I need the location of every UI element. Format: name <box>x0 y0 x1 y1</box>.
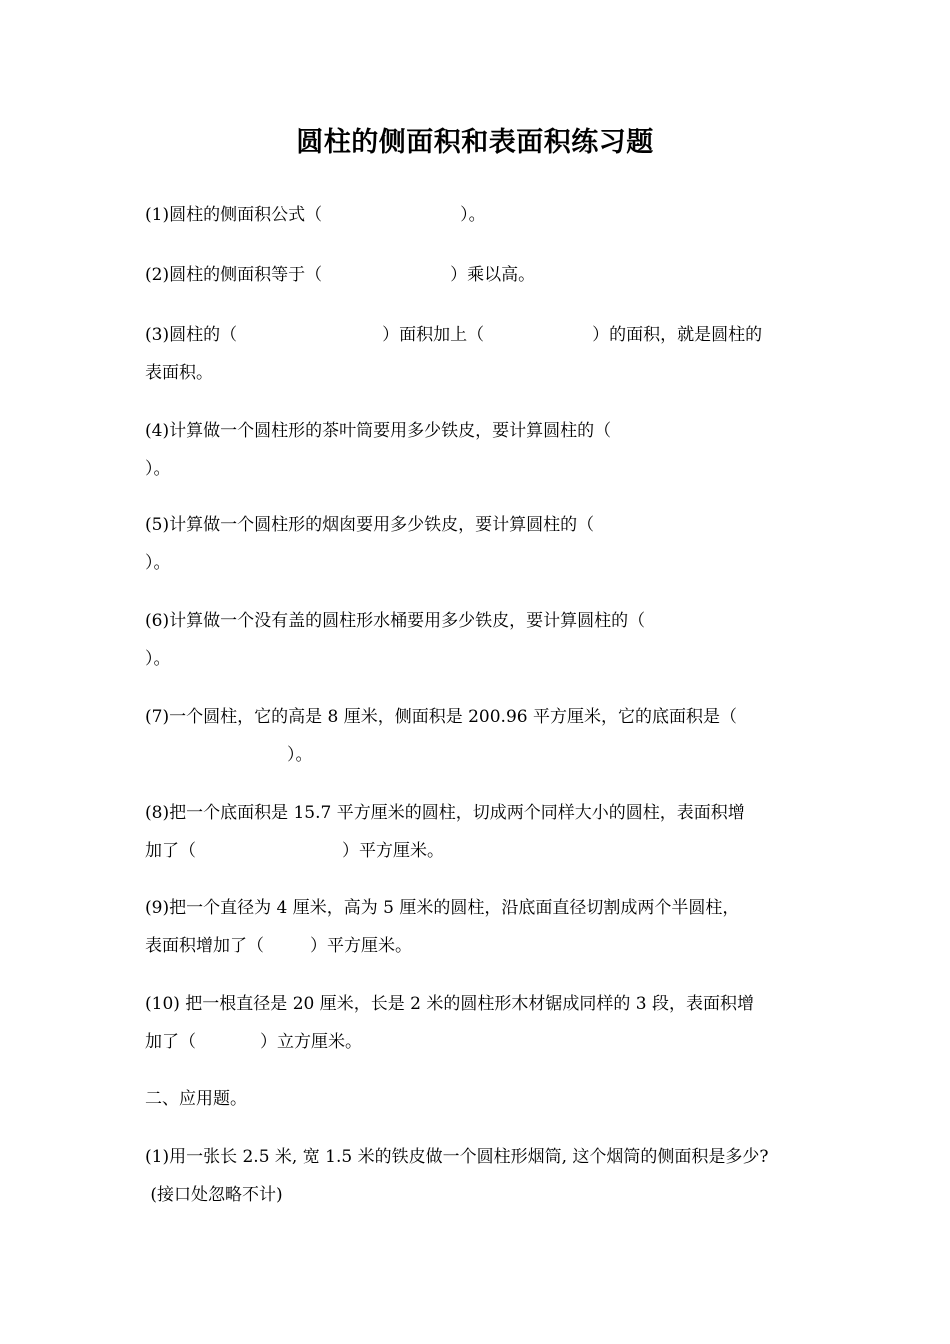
question-line <box>145 889 825 927</box>
question-line <box>145 985 825 1023</box>
question-1 <box>145 196 825 234</box>
question-text: ）面积加上（ <box>382 325 485 345</box>
application-question-1 <box>145 1138 835 1214</box>
question-text: ）立方厘米。 <box>260 1032 362 1052</box>
question-text: (1)圆柱的侧面积公式（ <box>145 205 323 225</box>
question-line <box>145 412 825 450</box>
question-text: 加了（ <box>145 841 196 861</box>
question-9 <box>145 889 825 965</box>
question-text: (5)计算做一个圆柱形的烟囱要用多少铁皮，要计算圆柱的（ <box>145 515 595 535</box>
question-line <box>145 698 825 736</box>
question-line <box>145 316 825 354</box>
question-text: ）的面积，就是圆柱的 <box>592 325 763 345</box>
question-text: ）。 <box>145 459 171 479</box>
question-text: ）。 <box>145 649 171 669</box>
question-line <box>145 640 825 678</box>
question-text: (2)圆柱的侧面积等于（ <box>145 265 323 285</box>
question-text: ）。 <box>287 745 313 765</box>
question-text: (1)用一张长 2.5 米, 宽 1.5 米的铁皮做一个圆柱形烟筒, 这个烟筒的侧面积是多少? <box>145 1147 769 1167</box>
question-line <box>145 354 825 392</box>
question-text: (8)把一个底面积是 15.7 平方厘米的圆柱，切成两个同样大小的圆柱，表面积增 <box>145 803 745 823</box>
question-4 <box>145 412 825 488</box>
question-6 <box>145 602 825 678</box>
question-3 <box>145 316 825 392</box>
question-text: 表面积。 <box>145 363 213 383</box>
question-line <box>145 506 825 544</box>
question-line <box>145 256 825 294</box>
question-text: 加了（ <box>145 1032 196 1052</box>
question-text: (7)一个圆柱，它的高是 8 厘米，侧面积是 200.96 平方厘米，它的底面积是（ <box>145 707 737 727</box>
section-heading <box>145 1080 825 1118</box>
question-text: (4)计算做一个圆柱形的茶叶筒要用多少铁皮，要计算圆柱的（ <box>145 421 612 441</box>
question-7 <box>145 698 825 774</box>
question-line <box>145 450 825 488</box>
question-8 <box>145 794 825 870</box>
question-line <box>145 544 825 582</box>
page-title: 圆柱的侧面积和表面积练习题 <box>296 127 654 158</box>
question-text: ）平方厘米。 <box>310 936 412 956</box>
question-text: (9)把一个直径为 4 厘米，高为 5 厘米的圆柱，沿底面直径切割成两个半圆柱， <box>145 898 740 918</box>
question-5 <box>145 506 825 582</box>
question-text: ）平方厘米。 <box>342 841 444 861</box>
question-text: (6)计算做一个没有盖的圆柱形水桶要用多少铁皮，要计算圆柱的（ <box>145 611 646 631</box>
question-line <box>145 832 825 870</box>
question-line <box>145 602 825 640</box>
question-text: (接口处忽略不计) <box>145 1185 283 1205</box>
question-10 <box>145 985 825 1061</box>
question-line <box>145 1023 825 1061</box>
question-text: ）。 <box>145 553 171 573</box>
question-text: ）。 <box>460 205 486 225</box>
question-text: (10) 把一根直径是 20 厘米，长是 2 米的圆柱形木材锯成同样的 3 段，表面积增 <box>145 994 754 1014</box>
question-2 <box>145 256 825 294</box>
question-line <box>145 736 825 774</box>
question-line <box>145 196 825 234</box>
question-text: (3)圆柱的（ <box>145 325 238 345</box>
question-line <box>145 794 825 832</box>
section-heading-text: 二、应用题。 <box>145 1089 247 1109</box>
question-text: ）乘以高。 <box>450 265 536 285</box>
question-text: 表面积增加了（ <box>145 936 264 956</box>
question-line <box>145 927 825 965</box>
